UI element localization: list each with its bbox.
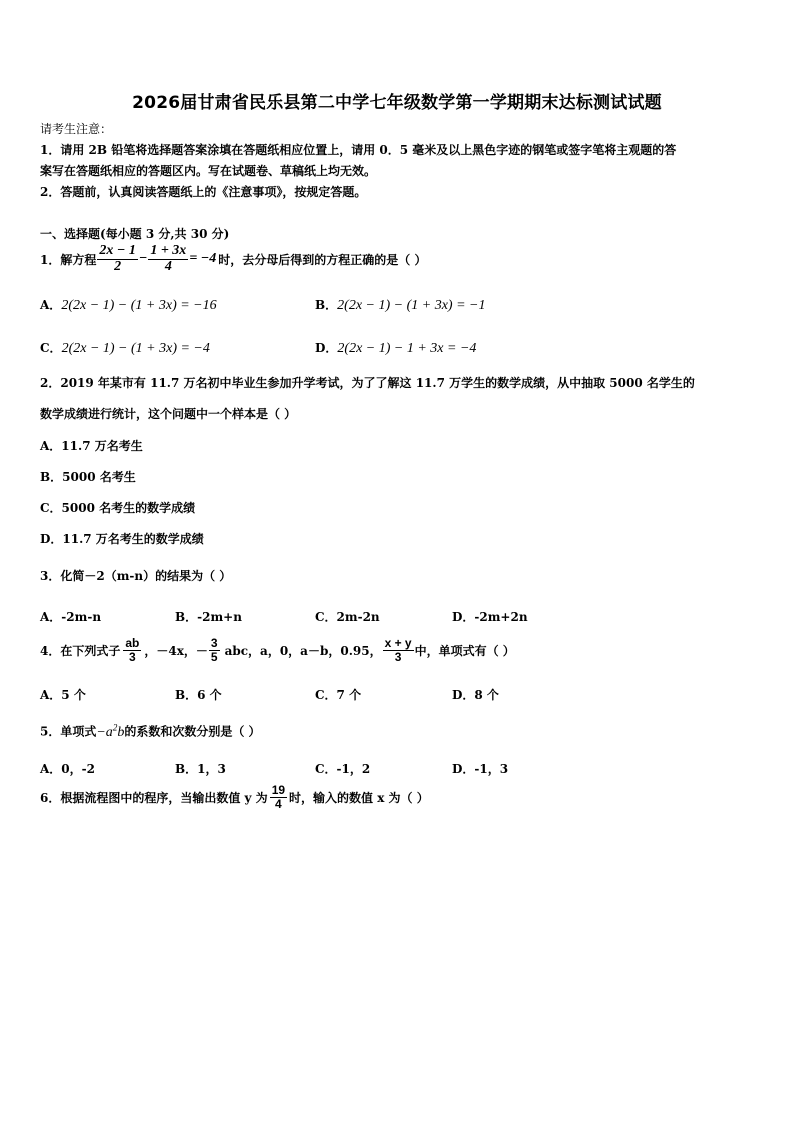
fraction [209,637,220,663]
question-5-suffix: 的系数和次数分别是（ ） [124,724,261,739]
question-4-middle-1: ，－4x，－ [144,643,208,658]
question-1-option-c [40,337,210,357]
question-2-option-a: A．11.7 万名考生 [40,439,143,453]
fraction [148,244,188,274]
question-5-option-a: A．0，-2 [40,762,95,776]
question-2-option-b: B．5000 名考生 [40,470,136,484]
option-label: C． [40,341,62,355]
question-3-option-b: B．-2m+n [175,610,242,624]
fraction-numerator: 1 + 3x [150,243,187,258]
question-4-option-a: A．5 个 [40,688,86,702]
page-title: 2026届甘肃省民乐县第二中学七年级数学第一学期期末达标测试试题 [132,93,662,113]
question-3-stem: 3．化简－2（m-n）的结果为（ ） [40,569,232,583]
question-1-option-a [40,294,217,314]
question-3-option-a: A．-2m-n [40,610,102,624]
question-2-stem-line-2: 数学成绩进行统计，这个问题中一个样本是（ ） [40,407,297,421]
question-1-option-d [315,337,476,357]
option-math: 2(2x − 1) − (1 + 3x) = −16 [61,298,217,313]
question-4-option-b: B．6 个 [175,688,222,702]
minus-sign: − [138,251,148,267]
question-4-middle-2: abc，a，0，a－b，0.95， [224,643,382,658]
fraction [123,637,141,663]
equation-rhs: = −4 [189,251,217,267]
question-6-stem [40,784,429,810]
option-label: B． [315,298,338,312]
question-3-option-c: C．2m-2n [315,610,380,624]
question-3-option-d: D．-2m+2n [452,610,528,624]
fraction [270,784,287,810]
question-4-prefix: 4．在下列式子 [40,643,121,658]
question-4-suffix: 中，单项式有（ ） [414,643,515,658]
section-heading: 一、选择题(每小题 3 分,共 30 分) [40,227,230,241]
fraction-denominator: 3 [394,649,402,664]
question-5-option-d: D．-1，3 [452,762,509,776]
question-5-option-b: B．1，3 [175,762,226,776]
question-1-prefix: 1．解方程 [40,252,97,267]
fraction-numerator: ab [125,636,140,650]
monomial-variable: b [117,724,125,740]
fraction-numerator: x + y [384,636,412,650]
option-label: D． [315,341,338,355]
question-2-option-d: D．11.7 万名考生的数学成绩 [40,532,204,546]
question-1-option-b [315,294,485,314]
question-2-option-c: C．5000 名考生的数学成绩 [40,501,196,515]
option-math: 2(2x − 1) − (1 + 3x) = −4 [61,341,210,356]
monomial [96,722,125,740]
fraction-numerator: 3 [210,636,218,650]
question-5-stem [40,722,261,741]
notice-line-1a: 1．请用 2B 铅笔将选择题答案涂填在答题纸相应位置上，请用 0．5 毫米及以上黑色字迹的钢笔或签字笔将主观题的答 [40,143,677,157]
fraction [97,244,137,274]
question-4-option-d: D．8 个 [452,688,499,702]
monomial-exponent: 2 [112,722,118,732]
question-5-prefix: 5．单项式 [40,724,97,739]
question-5-option-c: C．-1，2 [315,762,371,776]
question-4-stem [40,637,515,663]
question-6-prefix: 6．根据流程图中的程序，当输出数值 y 为 [40,790,268,805]
notice-heading: 请考生注意： [40,122,113,136]
question-2-stem-line-1: 2．2019 年某市有 11.7 万名初中毕业生参加升学考试，为了了解这 11.7 万学生的数学成绩，从中抽取 5000 名学生的 [40,376,695,390]
notice-line-1b: 案写在答题纸相应的答题区内。写在试题卷、草稿纸上均无效。 [40,164,377,178]
option-label: A． [40,298,62,312]
fraction-numerator: 19 [271,783,286,797]
fraction-numerator: 2x − 1 [99,243,136,258]
option-math: 2(2x − 1) − (1 + 3x) = −1 [337,298,486,313]
question-1-stem [40,244,426,274]
fraction-denominator: 4 [275,796,282,811]
fraction-denominator: 2 [114,258,122,274]
question-6-suffix: 时，输入的数值 x 为（ ） [289,790,429,805]
question-4-option-c: C．7 个 [315,688,362,702]
monomial-base: −a [96,724,113,740]
option-math: 2(2x − 1) − 1 + 3x = −4 [337,341,477,356]
fraction-denominator: 4 [164,258,172,274]
fraction-denominator: 5 [210,649,218,664]
notice-line-2: 2．答题前，认真阅读答题纸上的《注意事项》，按规定答题。 [40,185,367,199]
fraction-denominator: 3 [129,649,136,664]
fraction [383,637,414,663]
question-1-suffix: 时，去分母后得到的方程正确的是（ ） [218,252,427,267]
